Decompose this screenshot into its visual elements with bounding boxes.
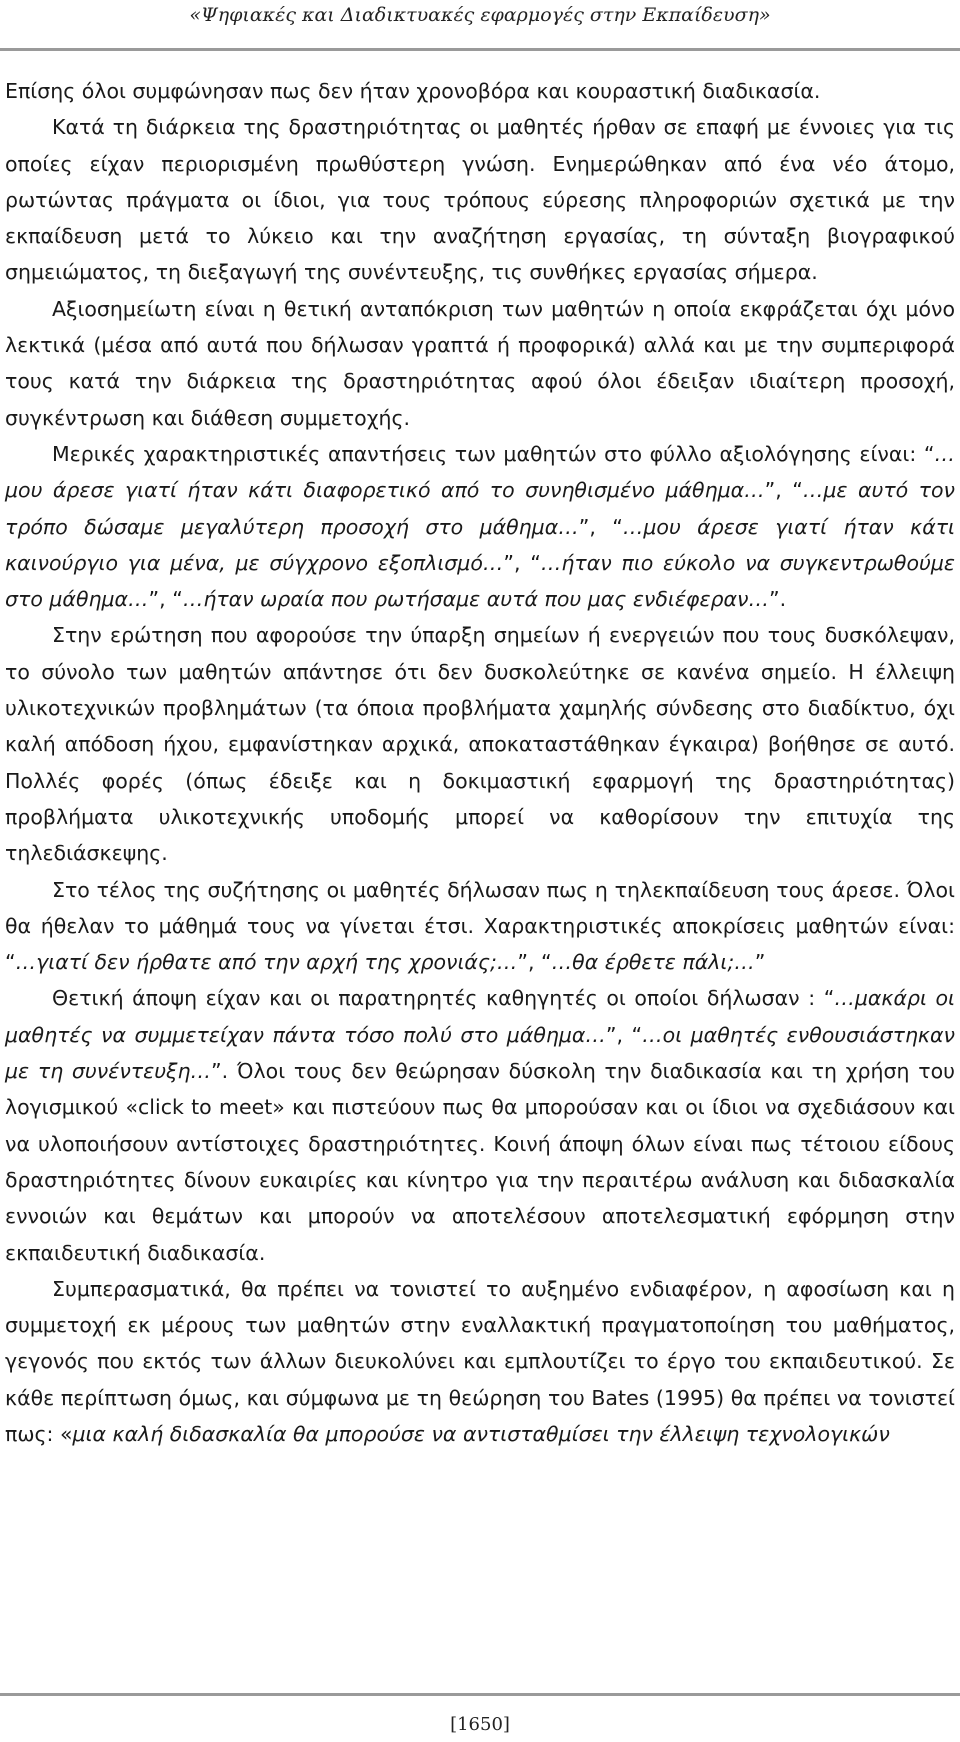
text-run: ”. Όλοι τους δεν θεώρησαν δύσκολη την διαδικασία και τη χρήση του λογισμικού «click to meet» και πιστεύουν πως θα μπορούσαν και οι ίδιοι να σχεδιάσουν και να υλοποιήσουν αντίστοιχες δραστηριότητες. Κοινή άποψη όλων είναι πως τέτοιου είδους δραστηριότητες δίνουν ευκαιρίες και κίνητρο για την περαιτέρω ανάλυση και διδασκαλία εννοιών και θεμάτων και μπορούν να αποτελέσουν αποτελεσματική εφόρμηση στην εκπαιδευτική διαδικασία. xyxy=(5,1059,955,1265)
text-run: Μερικές χαρακτηριστικές απαντήσεις των μαθητών στο φύλλο αξιολόγησης είναι: “ xyxy=(52,441,935,466)
paragraph xyxy=(5,436,955,617)
paragraph xyxy=(5,872,955,981)
quoted-text: …μακάρι οι μαθητές να συμμετείχαν πάντα τόσο πολύ στο μάθημα… xyxy=(5,986,955,1047)
text-run: ”, “ xyxy=(764,478,803,503)
paragraph xyxy=(5,109,955,290)
text-run: Θετική άποψη είχαν και οι παρατηρητές καθηγητές οι οποίοι δήλωσαν : “ xyxy=(52,986,835,1011)
page-number: [1650] xyxy=(450,1714,510,1735)
paragraph xyxy=(5,617,955,871)
paragraph xyxy=(5,73,955,109)
quoted-text: …ήταν πιο εύκολο να συγκεντρωθούμε στο μάθημα… xyxy=(5,550,955,612)
running-header xyxy=(0,0,960,52)
footer-divider xyxy=(0,1693,960,1696)
quoted-text: …γιατί δεν ήρθατε από την αρχή της χρονιάς;… xyxy=(15,950,518,975)
quoted-text: …θα έρθετε πάλι;… xyxy=(551,950,755,975)
text-run: ” xyxy=(754,950,766,975)
quoted-text: …μου άρεσε γιατί ήταν κάτι διαφορετικό από το συνηθισμένο μάθημα… xyxy=(5,441,955,503)
text-run: ”, “ xyxy=(517,950,552,975)
text-run: Αξιοσημείωτη είναι η θετική ανταπόκριση των μαθητών η οποία εκφράζεται όχι μόνο λεκτικά (μέσα από αυτά που δήλωσαν γραπτά ή προφορικά) αλλά και με την συμπεριφορά τους κατά την διάρκεια της δραστηριότητας αφού όλοι έδειξαν ιδιαίτερη προσοχή, συγκέντρωση και διάθεση συμμετοχής. xyxy=(5,296,955,430)
paragraph xyxy=(5,291,955,436)
paragraph xyxy=(5,980,955,1270)
body-text xyxy=(5,73,955,1452)
quoted-text: …ήταν ωραία που ρωτήσαμε αυτά που μας ενδιέφεραν… xyxy=(182,587,770,612)
running-header-title: «Ψηφιακές και Διαδικτυακές εφαρμογές στην Εκπαίδευση» xyxy=(189,4,771,26)
text-run: Στην ερώτηση που αφορούσε την ύπαρξη σημείων ή ενεργειών που τους δυσκόλεψαν, το σύνολο των μαθητών απάντησε ότι δεν δυσκολεύτηκε σε κανένα σημείο. Η έλλειψη υλικοτεχνικών προβλημάτων (τα όποια προβλήματα χαμηλής σύνδεσης στο διαδίκτυο, όχι καλή απόδοση ήχου, εμφανίστηκαν αρχικά, αποκαταστάθηκαν έγκαιρα) βοήθησε σε αυτό. Πολλές φορές (όπως έδειξε και η δοκιμαστική εφαρμογή της δραστηριότητας) προβλήματα υλικοτεχνικής υποδομής μπορεί να καθορίσουν την επιτυχία της τηλεδιάσκεψης. xyxy=(5,623,955,866)
text-run: ”, “ xyxy=(605,1022,643,1047)
paragraph xyxy=(5,1271,955,1452)
text-run: Συμπερασματικά, θα πρέπει να τονιστεί το αυξημένο ενδιαφέρον, η αφοσίωση και η συμμετοχή εκ μέρους των μαθητών στην εναλλακτική πραγματοποίηση του μαθήματος, γεγονός που εκτός των άλλων διευκολύνει και εμπλουτίζει το έργο του εκπαιδευτικού. Σε κάθε περίπτωση όμως, και σύμφωνα με τη θεώρηση του Bates (1995) θα πρέπει να τονιστεί πως: « xyxy=(5,1276,955,1446)
text-run: ”. xyxy=(769,587,787,612)
quoted-text: …μου άρεσε γιατί ήταν κάτι καινούργιο για μένα, με σύγχρονο εξοπλισμό… xyxy=(5,514,955,575)
quoted-text: μια καλή διδασκαλία θα μπορούσε να αντισταθμίσει την έλλειψη τεχνολογικών xyxy=(72,1421,890,1446)
text-run: ”, “ xyxy=(148,587,183,612)
header-divider xyxy=(0,48,960,51)
text-run: Κατά τη διάρκεια της δραστηριότητας οι μαθητές ήρθαν σε επαφή με έννοιες για τις οποίες είχαν περιορισμένη πρωθύστερη γνώση. Ενημερώθηκαν από ένα νέο άτομο, ρωτώντας πράγματα οι ίδιοι, για τους τρόπους εύρεσης πληροφοριών σχετικά με την εκπαίδευση μετά το λύκειο και την αναζήτηση εργασίας, τη σύνταξη βιογραφικού σημειώματος, τη διεξαγωγή της συνέντευξης, τις συνθήκες εργασίας σήμερα. xyxy=(5,115,955,285)
quoted-text: …με αυτό τον τρόπο δώσαμε μεγαλύτερη προσοχή στο μάθημα… xyxy=(5,478,955,539)
text-run: Επίσης όλοι συμφώνησαν πως δεν ήταν χρονοβόρα και κουραστική διαδικασία. xyxy=(5,79,821,103)
text-run: Στο τέλος της συζήτησης οι μαθητές δήλωσαν πως η τηλεκπαίδευση τους άρεσε. Όλοι θα ήθελαν το μάθημά τους να γίνεται έτσι. Χαρακτηριστικές αποκρίσεις μαθητών είναι: “ xyxy=(5,877,955,975)
text-run: ”, “ xyxy=(503,550,541,575)
text-run: ”, “ xyxy=(578,514,623,539)
quoted-text: …οι μαθητές ενθουσιάστηκαν με τη συνέντευξη… xyxy=(5,1022,955,1084)
